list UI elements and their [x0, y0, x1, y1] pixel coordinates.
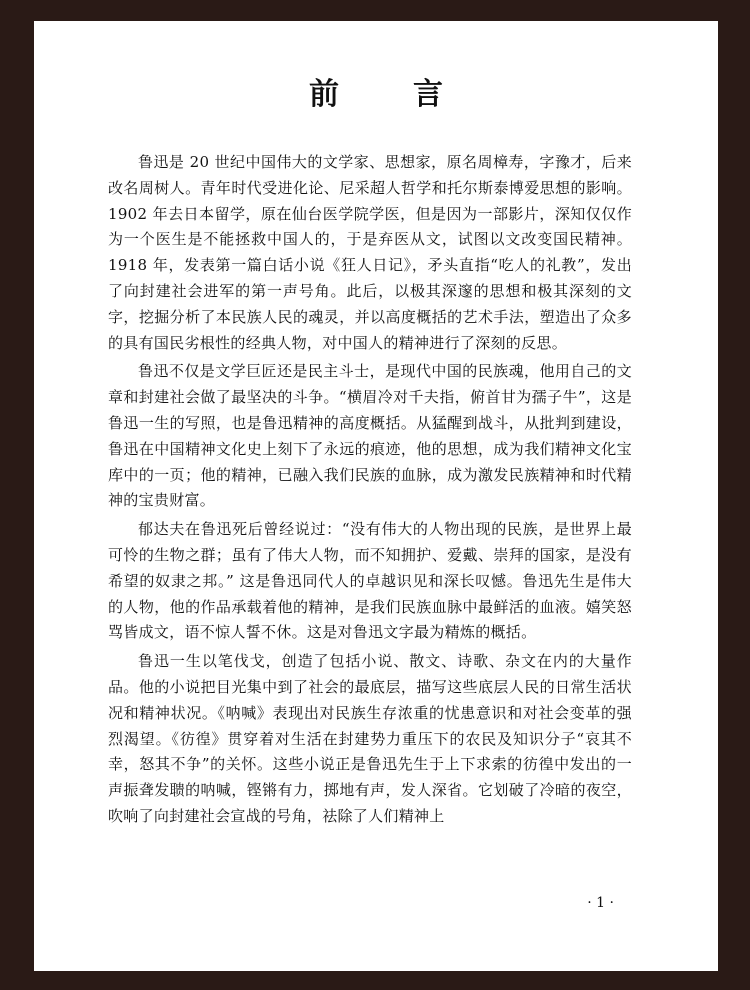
- page-title: 前 言: [309, 77, 465, 112]
- paragraph-1: 鲁迅是 20 世纪中国伟大的文学家、思想家，原名周樟寿，字豫才，后来改名周树人。青年时代受进化论、尼采超人哲学和托尔斯泰博爱思想的影响。1902 年去日本留学，原在仙台医学院学医，但是因为一部影片，深知仅仅作为一个医生是不能拯救中国人的，于是弃医从文，试图以文改变国民精神。1918 年，发表第一篇白话小说《狂人日记》，矛头直指“吃人的礼教”，发出了向封建社会进军的第一声号角。此后，以极其深邃的思想和极其深刻的文字，挖掘分析了本民族人民的魂灵，并以高度概括的艺术手法，塑造出了众多的具有国民劣根性的经典人物，对中国人的精神进行了深刻的反思。: [108, 153, 632, 352]
- page-number: · 1 ·: [587, 895, 614, 911]
- paragraph-3: 郁达夫在鲁迅死后曾经说过：“没有伟大的人物出现的民族，是世界上最可怜的生物之群；虽有了伟大人物，而不知拥护、爱戴、崇拜的国家，是没有希望的奴隶之邦。” 这是鲁迅同代人的卓越识见和深长叹憾。鲁迅先生是伟大的人物，他的作品承载着他的精神，是我们民族血脉中最鲜活的血液。嬉笑怒骂皆成文，语不惊人誓不休。这是对鲁迅文字最为精炼的概括。: [108, 520, 632, 642]
- book-page: [34, 21, 718, 971]
- preface-body: [108, 150, 632, 833]
- paragraph-2: 鲁迅不仅是文学巨匠还是民主斗士，是现代中国的民族魂，他用自己的文章和封建社会做了最坚决的斗争。“横眉冷对千夫指，俯首甘为孺子牛”，这是鲁迅一生的写照，也是鲁迅精神的高度概括。从猛醒到战斗，从批判到建设，鲁迅在中国精神文化史上刻下了永远的痕迹，他的思想，成为我们精神文化宝库中的一页；他的精神，已融入我们民族的血脉，成为激发民族精神和时代精神的宝贵财富。: [108, 362, 632, 510]
- paragraph-4: 鲁迅一生以笔伐戈，创造了包括小说、散文、诗歌、杂文在内的大量作品。他的小说把目光集中到了社会的最底层，描写这些底层人民的日常生活状况和精神状况。《呐喊》表现出对民族生存浓重的忧患意识和对社会变革的强烈渴望。《彷徨》贯穿着对生活在封建势力重压下的农民及知识分子“哀其不幸，怒其不争”的关怀。这些小说正是鲁迅先生于上下求索的彷徨中发出的一声振聋发聩的呐喊，铿锵有力，掷地有声，发人深省。它划破了冷暗的夜空，吹响了向封建社会宣战的号角，祛除了人们精神上: [108, 652, 632, 825]
